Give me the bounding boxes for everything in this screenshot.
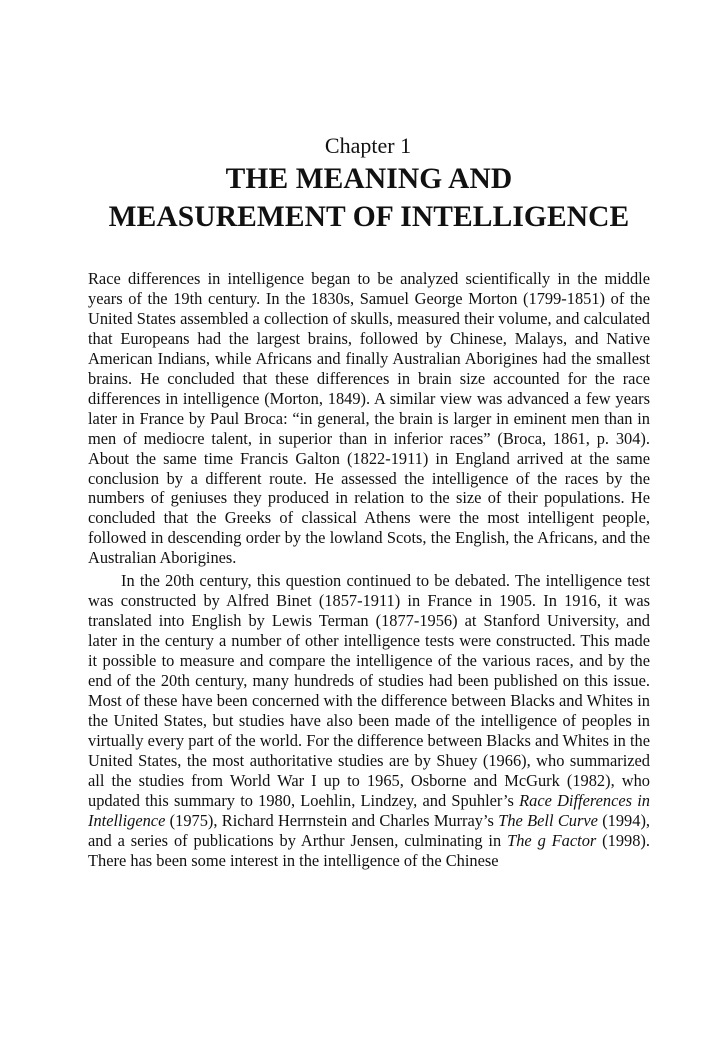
paragraph-2 (88, 571, 650, 870)
paragraph-1: Race differences in intelligence began to be analyzed scientifically in the middle years of the 19th century. In the 1830s, Samuel George Morton (1799-1851) of the United States assembled a collection of skulls, measured their volume, and calculated that Europeans had the largest brains, followed by Chinese, Malays, and Native American Indians, while Africans and finally Australian Aborigines had the smallest brains. He concluded that these differences in brain size accounted for the race differences in intelligence (Morton, 1849). A similar view was advanced a few years later in France by Paul Broca: “in general, the brain is larger in eminent men than in men of mediocre talent, in superior than in inferior races” (Broca, 1861, p. 304). About the same time Francis Galton (1822-1911) in England arrived at the same conclusion by a different route. He assessed the intelligence of the races by the numbers of geniuses they produced in relation to the size of their populations. He concluded that the Greeks of classical Athens were the most intelligent people, followed in descending order by the lowland Scots, the English, the Africans, and the Australian Aborigines. (88, 269, 650, 568)
chapter-title-line-2: MEASUREMENT OF INTELLIGENCE (108, 201, 630, 233)
book-title-g-factor: The g Factor (507, 830, 597, 850)
book-title-race-differences: Race Differences in Intelligence (88, 790, 650, 830)
paragraph-2-text-a: In the 20th century, this question continued to be debated. The intelligence test was constructed by Alfred Binet (1857-1911) in France in 1905. In 1916, it was translated into English by Lewis Terman (1877-1956) at Stanford University, and later in the century a number of other intelligence tests were constructed. This made it possible to measure and compare the intelligence of the various races, and by the end of the 20th century, many hundreds of studies had been published on this issue. Most of these have been concerned with the difference between Blacks and Whites in the United States, but studies have also been made of the intelligence of peoples in virtually every part of the world. For the difference between Blacks and Whites in the United States, the most authoritative studies are by Shuey (1966), who summarized all the studies from World War I up to 1965, Osborne and McGurk (1982), who updated this summary to 1980, Loehlin, Lindzey, and Spuhler’s (88, 571, 650, 810)
body-text (88, 269, 650, 871)
paragraph-2-text-c: (1994), and a series of publications by Arthur Jensen, culminating in (88, 810, 650, 850)
chapter-number: Chapter 1 (324, 133, 412, 158)
chapter-title-line-1: THE MEANING AND (225, 163, 513, 195)
paragraph-2-text-b: (1975), Richard Herrnstein and Charles Murray’s (165, 810, 499, 830)
chapter-title (86, 160, 652, 236)
paragraph-2-text-d: (1998). There has been some interest in the intelligence of the Chinese (88, 830, 650, 870)
book-title-bell-curve: The Bell Curve (498, 810, 598, 830)
